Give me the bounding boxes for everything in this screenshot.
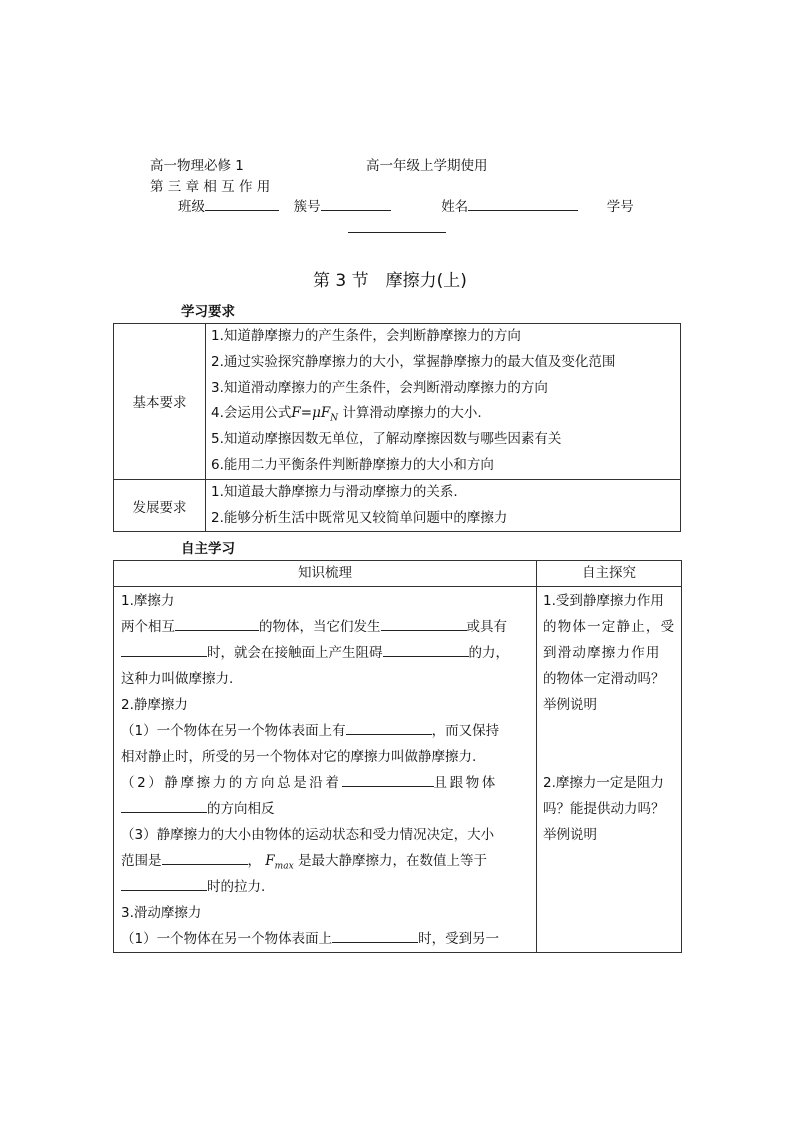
blank-field[interactable] xyxy=(342,772,434,787)
list-item: 2.能够分析生活中既常见又较简单问题中的摩擦力 xyxy=(211,509,508,526)
class-label: 班级 xyxy=(178,199,205,215)
text-line: （1）一个物体在另一个物体表面上有 ，而又保持 xyxy=(121,718,530,744)
requirements-table xyxy=(113,323,681,532)
text-line: 这种力叫做摩擦力. xyxy=(121,671,234,687)
section-title: 第 3 节 摩擦力(上) xyxy=(313,271,467,291)
knowledge-cell xyxy=(114,587,537,953)
list-item: 3.知道滑动摩擦力的产生条件，会判断滑动摩擦力的方向 xyxy=(211,379,548,396)
seat-label: 簇号 xyxy=(293,199,321,215)
class-field[interactable] xyxy=(205,196,279,211)
list-item: 6.能用二力平衡条件判断静摩擦力的大小和方向 xyxy=(211,456,494,473)
name-label: 姓名 xyxy=(441,199,469,215)
name-field[interactable] xyxy=(468,196,578,211)
text-line: 3.滑动摩擦力 xyxy=(121,905,202,921)
list-item: 1.知道最大静摩擦力与滑动摩擦力的关系. xyxy=(211,483,458,500)
text-line: 的方向相反 xyxy=(121,796,530,822)
question-line: 1.受到静摩擦力作用 xyxy=(543,593,664,609)
list-item: 2.通过实验探究静摩擦力的大小，掌握静摩擦力的最大值及变化范围 xyxy=(211,353,616,370)
text-line: 范围是 ， $F_{max}$ 是最大静摩擦力，在数值上等于 xyxy=(121,848,530,874)
blank-field[interactable] xyxy=(121,798,207,813)
list-item: 1.知道静摩擦力的产生条件，会判断静摩擦力的方向 xyxy=(211,328,521,344)
development-requirements-list xyxy=(206,479,681,532)
blank-field[interactable] xyxy=(175,616,259,631)
id-field[interactable] xyxy=(348,218,446,233)
knowledge-column-header: 知识梳理 xyxy=(114,561,537,587)
blank-field[interactable] xyxy=(121,876,207,891)
explore-column-header: 自主探究 xyxy=(537,561,682,587)
text-line: 相对静止时，所受的另一个物体对它的摩擦力叫做静摩擦力. xyxy=(121,749,477,765)
question-line: 举例说明 xyxy=(543,827,597,843)
question-line: 吗？能提供动力吗？ xyxy=(543,801,665,817)
course-label: 高一物理必修 1 xyxy=(150,158,244,174)
text-line: 2.静摩擦力 xyxy=(121,697,188,713)
question-line: 2.摩擦力一定是阻力 xyxy=(543,775,664,791)
student-info-row xyxy=(178,195,634,215)
blank-field[interactable] xyxy=(162,850,248,865)
text-line: （1）一个物体在另一个物体表面上 时，受到另一 xyxy=(121,926,530,952)
usage-label: 高一年级上学期使用 xyxy=(366,158,488,174)
text-line: （3）静摩擦力的大小由物体的运动状态和受力情况决定，大小 xyxy=(121,827,495,843)
seat-field[interactable] xyxy=(321,196,391,211)
friction-formula: $F=\mu F_N$ xyxy=(291,405,339,425)
text-line: 时，就会在接触面上产生阻碍 的力， xyxy=(121,640,530,666)
fmax-symbol: $F_{max}$ xyxy=(265,853,294,872)
question-line: 举例说明 xyxy=(543,697,597,713)
question-line: 到滑动摩擦力作用 xyxy=(543,645,661,661)
id-label: 学号 xyxy=(606,199,634,215)
list-item: 4.会运用公式$F=\mu F_N$ 计算滑动摩擦力的大小. xyxy=(211,405,482,425)
basic-requirements-list xyxy=(206,324,681,480)
blank-field[interactable] xyxy=(383,642,469,657)
blank-field[interactable] xyxy=(346,720,432,735)
list-item: 5.知道动摩擦因数无单位，了解动摩擦因数与哪些因素有关 xyxy=(211,431,562,448)
self-study-table xyxy=(113,560,682,953)
text-line: 时的拉力. xyxy=(121,874,530,900)
text-line: （2）静摩擦力的方向总是沿着 且跟物体 xyxy=(121,770,530,796)
basic-requirements-label: 基本要求 xyxy=(114,324,206,480)
blank-field[interactable] xyxy=(332,928,418,943)
blank-field[interactable] xyxy=(381,616,467,631)
blank-field[interactable] xyxy=(121,642,207,657)
self-study-heading: 自主学习 xyxy=(181,541,235,557)
question-line: 的物体一定静止，受 xyxy=(543,619,676,635)
explore-cell xyxy=(537,587,682,953)
text-line: 两个相互 的物体，当它们发生 或具有 xyxy=(121,614,530,640)
development-requirements-label: 发展要求 xyxy=(114,479,206,532)
question-line: 的物体一定滑动吗？ xyxy=(543,671,665,687)
requirements-heading: 学习要求 xyxy=(181,304,235,320)
text-line: 1.摩擦力 xyxy=(121,593,175,609)
chapter-label: 第 三 章 相 互 作 用 xyxy=(150,179,271,195)
